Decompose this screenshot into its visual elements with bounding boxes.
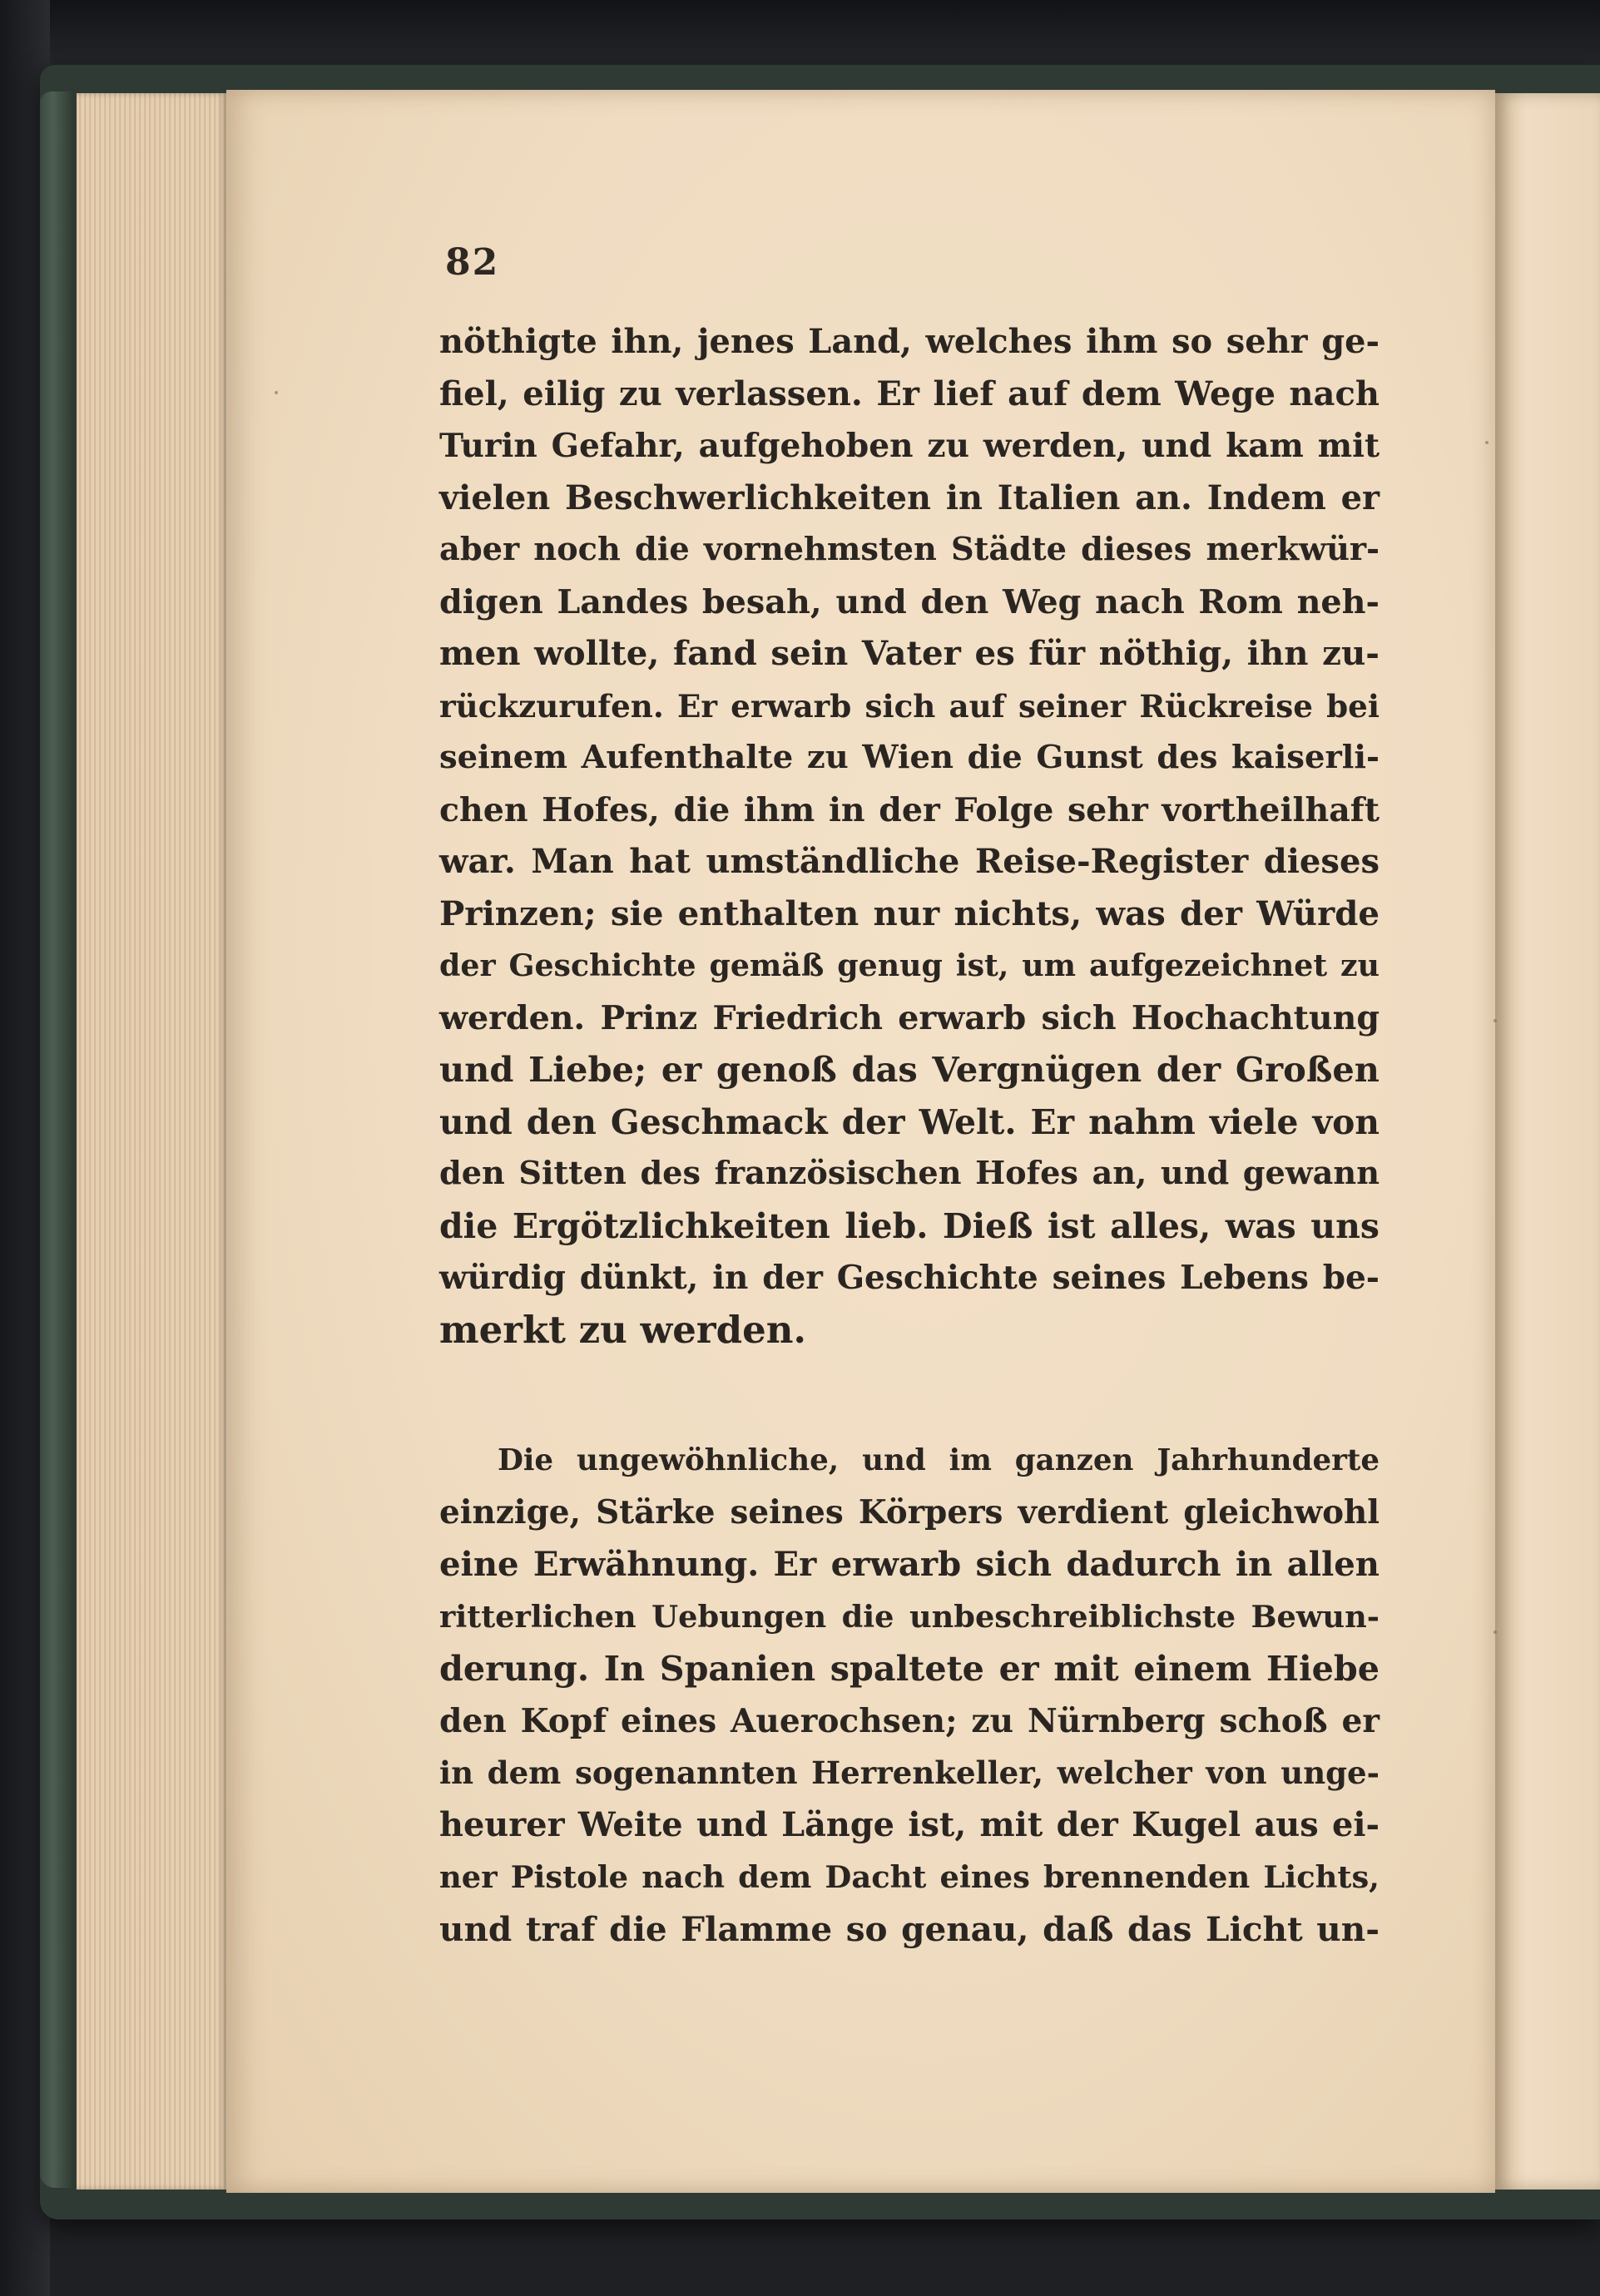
text-line: und den Geschmack der Welt. Er nahm viele von <box>439 1101 1380 1142</box>
text-line: rückzurufen. Er erwarb sich auf seiner Rückreise bei <box>439 687 1380 725</box>
text-line: werden. Prinz Friedrich erwarb sich Hochachtung <box>439 998 1380 1037</box>
text-line: heurer Weite und Länge ist, mit der Kugel aus ei- <box>439 1805 1380 1844</box>
paper-speck <box>1493 1019 1497 1022</box>
text-line: chen Hofes, die ihm in der Folge sehr vortheilhaft <box>439 790 1380 829</box>
text-line: nöthigte ihn, jenes Land, welches ihm so sehr ge- <box>439 323 1380 361</box>
text-line: eine Erwähnung. Er erwarb sich dadurch in allen <box>439 1545 1380 1584</box>
text-line: war. Man hat umständliche Reise-Register dieses <box>439 842 1380 881</box>
text-line: und Liebe; er genoß das Vergnügen der Großen <box>439 1049 1380 1090</box>
text-line: einzige, Stärke seines Körpers verdient gleichwohl <box>439 1493 1380 1531</box>
text-line: den Sitten des französischen Hofes an, und gewann <box>439 1155 1380 1192</box>
backdrop-top <box>0 0 1600 67</box>
page-block-edges <box>77 93 226 2190</box>
text-line: ner Pistole nach dem Dacht eines brennenden Lichts, <box>439 1858 1380 1895</box>
paper-speck <box>1493 1630 1497 1634</box>
text-line: men wollte, fand sein Vater es für nöthig, ihn zu- <box>439 634 1380 673</box>
text-line: und traf die Flamme so genau, daß das Licht un- <box>439 1908 1380 1949</box>
text-line: derung. In Spanien spaltete er mit einem Hiebe <box>439 1648 1380 1689</box>
text-line: Turin Gefahr, aufgehoben zu werden, und kam mit <box>439 427 1380 465</box>
paragraph-1 <box>439 316 1380 1356</box>
cover-edge <box>40 92 73 2188</box>
paragraph-2 <box>439 1435 1380 1955</box>
paragraph-gap <box>439 1356 1380 1435</box>
paper-speck <box>275 391 278 394</box>
text-line: in dem sogenannten Herrenkeller, welcher von unge- <box>439 1754 1380 1791</box>
text-line: die Ergötzlichkeiten lieb. Dieß ist alles, was uns <box>439 1205 1380 1246</box>
text-line: digen Landes besah, und den Weg nach Rom neh- <box>439 582 1380 621</box>
text-line: merkt zu werden. <box>439 1307 807 1352</box>
page-number: 82 <box>445 241 500 284</box>
text-line: würdig dünkt, in der Geschichte seines Lebens be- <box>439 1259 1380 1297</box>
text-line: aber noch die vornehmsten Städte dieses merkwür- <box>439 531 1380 568</box>
text-line: den Kopf eines Auerochsen; zu Nürnberg schoß er <box>439 1701 1380 1740</box>
text-line: ritterlichen Uebungen die unbeschreiblichste Bewun- <box>439 1598 1380 1635</box>
paper-speck <box>1485 441 1489 444</box>
text-line: Prinzen; sie enthalten nur nichts, was der Würde <box>439 893 1380 933</box>
text-line: vielen Beschwerlichkeiten in Italien an. Indem er <box>439 478 1380 517</box>
text-line: Die ungewöhnliche, und im ganzen Jahrhunderte <box>498 1443 1380 1477</box>
text-line: seinem Aufenthalte zu Wien die Gunst des kaiserli- <box>439 739 1380 776</box>
text-line: der Geschichte gemäß genug ist, um aufgezeichnet zu <box>439 948 1380 983</box>
page-text <box>439 316 1380 1955</box>
text-line: fiel, eilig zu verlassen. Er lief auf dem Wege nach <box>439 374 1380 413</box>
facing-page-edge <box>1495 93 1600 2190</box>
